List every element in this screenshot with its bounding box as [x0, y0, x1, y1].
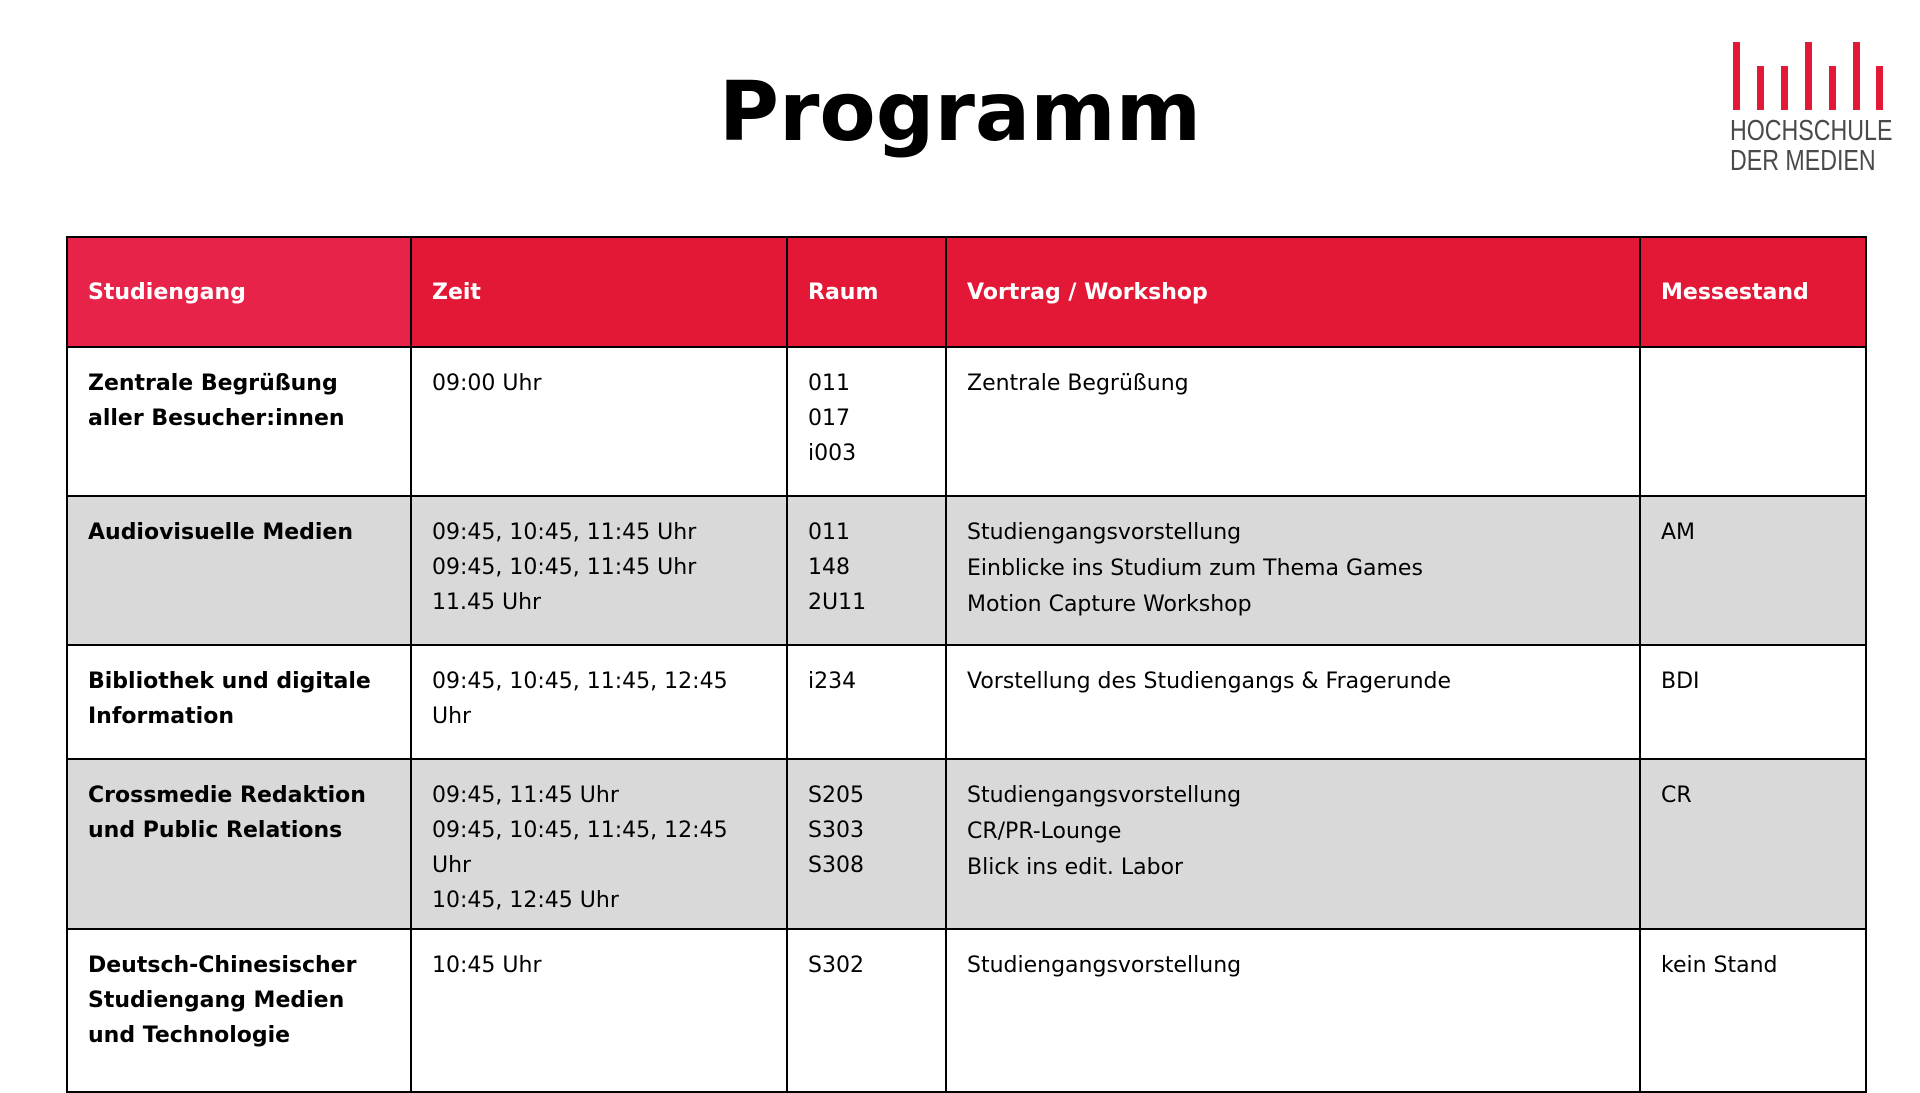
cell-studiengang: Deutsch-Chinesischer Studiengang Medien und Technologie — [67, 929, 411, 1092]
cell-vortrag — [946, 645, 1640, 759]
raum-line: 2U11 — [808, 590, 867, 615]
vortrag-line: Motion Capture Workshop — [967, 592, 1252, 617]
table-row — [67, 759, 1866, 929]
cell-messestand: BDI — [1640, 645, 1866, 759]
zeit-line: 10:45 Uhr — [432, 953, 542, 978]
raum-line: 011 — [808, 371, 850, 396]
hdm-logo — [1730, 42, 1893, 182]
cell-raum — [787, 645, 946, 759]
raum-line: i234 — [808, 669, 857, 694]
vortrag-line: Studiengangsvorstellung — [967, 953, 1242, 978]
logo-line-2: DER MEDIEN — [1730, 145, 1876, 177]
vortrag-line: Studiengangsvorstellung — [967, 783, 1242, 808]
raum-line: S303 — [808, 818, 864, 843]
cell-zeit — [411, 496, 787, 645]
zeit-line: 09:45, 10:45, 11:45 Uhr — [432, 555, 697, 580]
zeit-line: 09:45, 10:45, 11:45, 12:45 Uhr — [432, 669, 728, 729]
cell-messestand: CR — [1640, 759, 1866, 929]
cell-studiengang: Bibliothek und digitale Information — [67, 645, 411, 759]
cell-raum — [787, 759, 946, 929]
zeit-line: 09:45, 11:45 Uhr — [432, 783, 619, 808]
zeit-line: 10:45, 12:45 Uhr — [432, 888, 619, 913]
logo-bars-icon — [1733, 42, 1883, 110]
raum-line: S205 — [808, 783, 864, 808]
raum-line: S302 — [808, 953, 864, 978]
cell-studiengang: Crossmedie Redaktion und Public Relations — [67, 759, 411, 929]
table-header-row — [67, 237, 1866, 347]
cell-vortrag — [946, 759, 1640, 929]
table-row — [67, 645, 1866, 759]
cell-messestand: kein Stand — [1640, 929, 1866, 1092]
raum-line: 148 — [808, 555, 850, 580]
cell-vortrag — [946, 929, 1640, 1092]
cell-raum — [787, 347, 946, 496]
header-zeit: Zeit — [411, 237, 787, 347]
vortrag-line: Studiengangsvorstellung — [967, 520, 1242, 545]
header-studiengang: Studiengang — [67, 237, 411, 347]
zeit-line: 11.45 Uhr — [432, 590, 542, 615]
raum-line: i003 — [808, 441, 857, 466]
vortrag-line: Zentrale Begrüßung — [967, 371, 1189, 396]
table-row — [67, 347, 1866, 496]
header-vortrag: Vortrag / Workshop — [946, 237, 1640, 347]
cell-vortrag — [946, 496, 1640, 645]
logo-text — [1730, 115, 1893, 177]
table-row — [67, 929, 1866, 1092]
raum-line: 011 — [808, 520, 850, 545]
header-messestand: Messestand — [1640, 237, 1866, 347]
vortrag-line: Blick ins edit. Labor — [967, 855, 1184, 880]
raum-line: 017 — [808, 406, 850, 431]
zeit-line: 09:45, 10:45, 11:45, 12:45 Uhr — [432, 818, 728, 878]
logo-line-1: HOCHSCHULE — [1730, 115, 1893, 147]
vortrag-line: Vorstellung des Studiengangs & Fragerunde — [967, 669, 1452, 694]
zeit-line: 09:00 Uhr — [432, 371, 542, 396]
cell-raum — [787, 496, 946, 645]
vortrag-line: CR/PR-Lounge — [967, 819, 1122, 844]
cell-zeit — [411, 347, 787, 496]
program-table — [66, 236, 1867, 1093]
vortrag-line: Einblicke ins Studium zum Thema Games — [967, 556, 1423, 581]
cell-zeit — [411, 645, 787, 759]
zeit-line: 09:45, 10:45, 11:45 Uhr — [432, 520, 697, 545]
cell-raum — [787, 929, 946, 1092]
page-title: Programm — [718, 65, 1202, 160]
cell-studiengang: Zentrale Begrüßung aller Besucher:innen — [67, 347, 411, 496]
raum-line: S308 — [808, 853, 864, 878]
cell-zeit — [411, 759, 787, 929]
cell-studiengang: Audiovisuelle Medien — [67, 496, 411, 645]
cell-vortrag — [946, 347, 1640, 496]
cell-messestand — [1640, 347, 1866, 496]
header-raum: Raum — [787, 237, 946, 347]
cell-zeit — [411, 929, 787, 1092]
cell-messestand: AM — [1640, 496, 1866, 645]
table-row — [67, 496, 1866, 645]
